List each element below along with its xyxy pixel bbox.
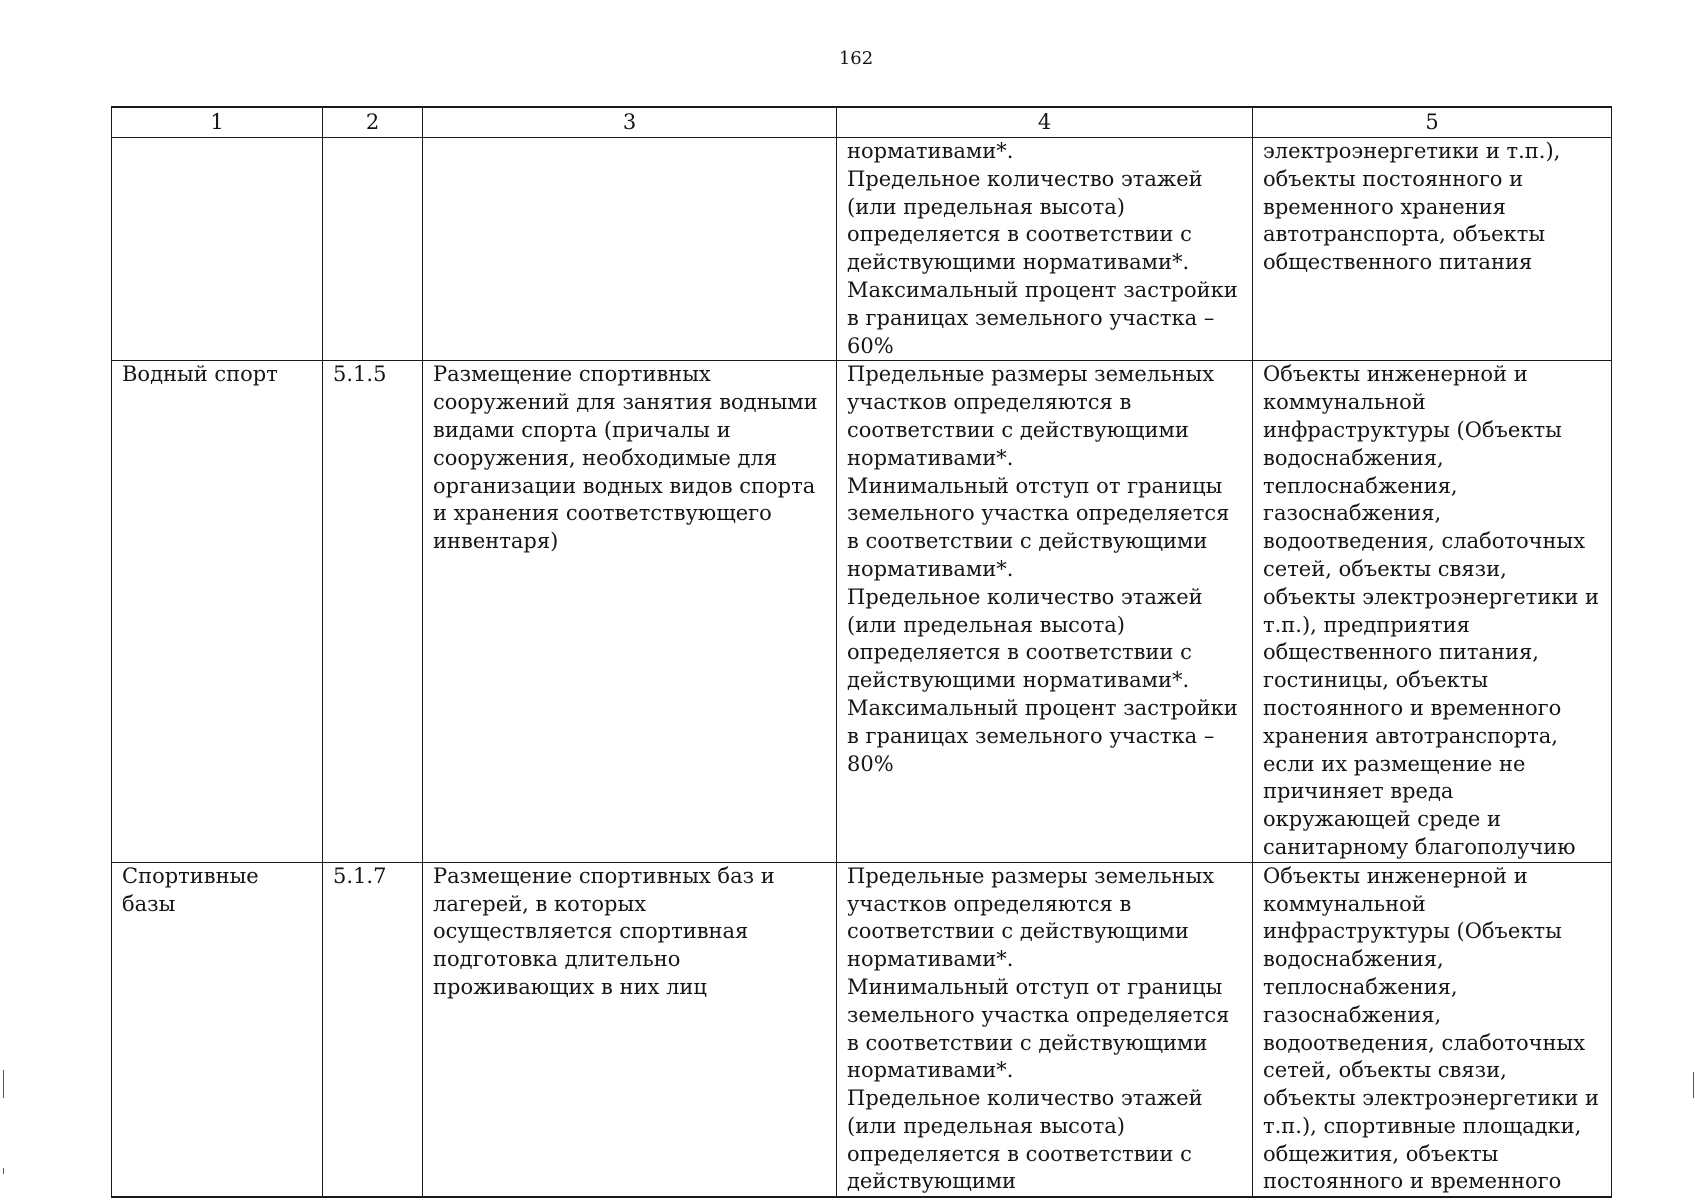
land-use-code-cell: 5.1.5 [323, 361, 423, 862]
auxiliary-uses-cell: Объекты инженерной и коммунальной инфраструктуры (Объекты водоснабжения, теплоснабжения, газоснабжения, водоотведения, слаботочных сетей, объекты связи, объекты электроэнергетики и т.п.), спортивные площадки, общежития, объекты постоянного и временного [1253, 862, 1612, 1197]
land-use-description-cell [423, 138, 837, 361]
land-use-code-cell [323, 138, 423, 361]
regulations-table [111, 106, 1612, 1198]
land-use-name-cell: Спортивные базы [112, 862, 323, 1197]
header-row [112, 107, 1612, 138]
land-use-name-cell: Водный спорт [112, 361, 323, 862]
auxiliary-uses-cell: Объекты инженерной и коммунальной инфраструктуры (Объекты водоснабжения, теплоснабжения, газоснабжения, водоотведения, слаботочных сетей, объекты связи, объекты электроэнергетики и т.п.), предприятия общественного питания, гостиницы, объекты постоянного и временного хранения автотранспорта, если их размещение не причиняет вреда окружающей среде и санитарному благополучию [1253, 361, 1612, 862]
table-row-continuation [112, 138, 1612, 361]
page-number: 162 [838, 48, 874, 69]
column-header-1: 1 [112, 107, 323, 138]
scan-edge-mark-left-lower [3, 1168, 4, 1174]
column-header-5: 5 [1253, 107, 1612, 138]
parameters-cell: Предельные размеры земельных участков определяются в соответствии с действующими нормативами*. Минимальный отступ от границы земельного участка определяется в соответствии с действующими нормативами*. Предельное количество этажей (или предельная высота) определяется в соответствии с действующими [837, 862, 1253, 1197]
land-use-name-cell [112, 138, 323, 361]
scan-edge-mark-left [3, 1070, 4, 1098]
scan-edge-mark-right [1693, 1072, 1694, 1098]
land-use-description-cell: Размещение спортивных сооружений для занятия водными видами спорта (причалы и сооружения, необходимые для организации водных видов спорта и хранения соответствующего инвентаря) [423, 361, 837, 862]
parameters-cell: нормативами*. Предельное количество этажей (или предельная высота) определяется в соответствии с действующими нормативами*. Максимальный процент застройки в границах земельного участка – 60% [837, 138, 1253, 361]
parameters-cell: Предельные размеры земельных участков определяются в соответствии с действующими нормативами*. Минимальный отступ от границы земельного участка определяется в соответствии с действующими нормативами*. Предельное количество этажей (или предельная высота) определяется в соответствии с действующими нормативами*. Максимальный процент застройки в границах земельного участка – 80% [837, 361, 1253, 862]
table-row-sport-bases [112, 862, 1612, 1197]
land-use-description-cell: Размещение спортивных баз и лагерей, в которых осуществляется спортивная подготовка длительно проживающих в них лиц [423, 862, 837, 1197]
column-header-3: 3 [423, 107, 837, 138]
auxiliary-uses-cell: электроэнергетики и т.п.), объекты постоянного и временного хранения автотранспорта, объекты общественного питания [1253, 138, 1612, 361]
table-row-water-sport [112, 361, 1612, 862]
column-header-4: 4 [837, 107, 1253, 138]
column-header-2: 2 [323, 107, 423, 138]
land-use-code-cell: 5.1.7 [323, 862, 423, 1197]
